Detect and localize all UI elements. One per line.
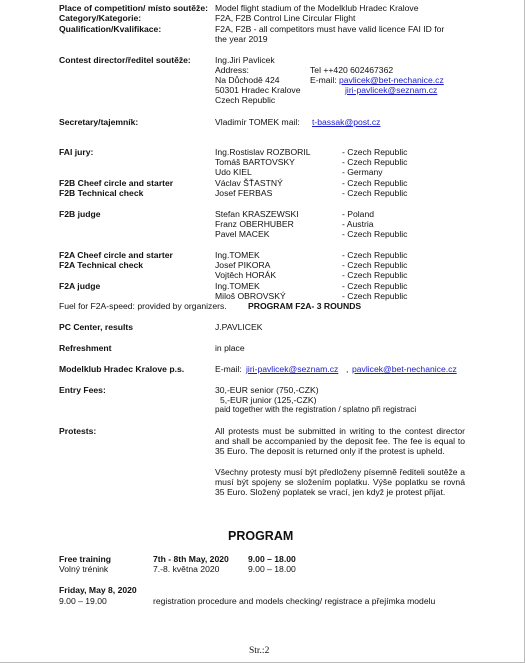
jury-person-country: - Czech Republic xyxy=(342,178,408,188)
director-email-link-2[interactable]: jiri-pavlicek@seznam.cz xyxy=(345,85,438,95)
program-title: PROGRAM xyxy=(228,529,294,543)
f2b-judge-label: F2B judge xyxy=(59,209,101,219)
jury-person-country: - Poland xyxy=(342,209,375,219)
jury-person-name: Vojtěch HORÁK xyxy=(215,270,277,280)
secretary-label: Secretary/tajemník: xyxy=(59,117,139,127)
qualification-value-2: the year 2019 xyxy=(215,34,268,44)
f2a-judge-label: F2A judge xyxy=(59,281,101,291)
secretary-email-link[interactable]: t-bassak@post.cz xyxy=(312,117,381,127)
address-label: Address: xyxy=(215,65,249,75)
fuel-note: Fuel for F2A-speed: provided by organizers. xyxy=(59,301,227,311)
free-training-date: 7th - 8th May, 2020 xyxy=(153,554,229,564)
modelklub-email-link-1[interactable]: jiri-pavlicek@seznam.cz xyxy=(246,364,339,374)
jury-person-country: - Czech Republic xyxy=(342,188,408,198)
fai-jury-label: FAI jury: xyxy=(59,147,94,157)
volny-trenink-date: 7.-8. května 2020 xyxy=(153,564,220,574)
protests-label: Protests: xyxy=(59,426,97,436)
qualification-label: Qualification/Kvalifikace: xyxy=(59,24,162,34)
jury-person-country: - Czech Republic xyxy=(342,281,408,291)
modelklub-email-link-2[interactable]: pavlicek@bet-nechanice.cz xyxy=(352,364,457,374)
fee-note: paid together with the registration / splatno při registraci xyxy=(215,405,417,414)
jury-person-country: - Austria xyxy=(342,219,374,229)
jury-person-country: - Czech Republic xyxy=(342,270,408,280)
program-rounds-note: PROGRAM F2A- 3 ROUNDS xyxy=(248,301,362,311)
category-label: Category/Kategorie: xyxy=(59,13,142,23)
place-value: Model flight stadium of the Modelklub Hradec Kralove xyxy=(215,3,419,13)
jury-person-name: Ing.Rostislav ROZBORIL xyxy=(215,147,311,157)
friday-label: Friday, May 8, 2020 xyxy=(59,585,137,595)
jury-person-name: Stefan KRASZEWSKI xyxy=(215,209,299,219)
friday-description: registration procedure and models checking/ registrace a přejímka modelu xyxy=(153,596,436,606)
free-training-time: 9.00 – 18.00 xyxy=(248,554,296,564)
place-label: Place of competition/ místo soutěže: xyxy=(59,3,208,13)
qualification-value-1: F2A, F2B - all competitors must have valid licence FAI ID for xyxy=(215,24,445,34)
address-line-2: 50301 Hradec Kralove xyxy=(215,85,301,95)
pc-center-value: J.PAVLICEK xyxy=(215,322,263,332)
jury-person-name: Josef FERBAS xyxy=(215,188,273,198)
entry-fees-label: Entry Fees: xyxy=(59,385,106,395)
jury-person-country: - Czech Republic xyxy=(342,157,408,167)
contest-director-name: Ing.Jiri Pavlicek xyxy=(215,55,275,65)
contest-director-label: Contest director/ředitel soutěže: xyxy=(59,55,191,65)
refreshment-value: in place xyxy=(215,343,245,353)
email-separator: , xyxy=(346,364,349,374)
secretary-name: Vladimír TOMEK mail: xyxy=(215,117,300,127)
friday-time: 9.00 – 19.00 xyxy=(59,596,107,606)
jury-person-country: - Czech Republic xyxy=(342,260,408,270)
jury-person-country: - Czech Republic xyxy=(342,250,408,260)
f2a-tech-label: F2A Technical check xyxy=(59,260,144,270)
jury-person-name: Václav ŠŤASTNÝ xyxy=(215,178,283,188)
jury-person-country: - Czech Republic xyxy=(342,291,408,301)
address-line-3: Czech Republic xyxy=(215,95,276,105)
f2a-cheef-label: F2A Cheef circle and starter xyxy=(59,250,173,260)
fee-junior: 5,-EUR junior (125,-CZK) xyxy=(220,395,317,405)
free-training-label: Free training xyxy=(59,554,112,564)
email-label: E-mail: xyxy=(310,75,337,85)
f2b-cheef-label: F2B Cheef circle and starter xyxy=(59,178,174,188)
fee-senior: 30,-EUR senior (750,-CZK) xyxy=(215,385,319,395)
tel-value: Tel ++420 602467362 xyxy=(310,65,394,75)
protests-text-en: All protests must be submitted in writing to the contest director and shall be accompanied by the deposit fee. The fee is equal to 35 Euro. The deposit is returned only if the protest is upheld. xyxy=(215,426,465,456)
pc-center-label: PC Center, results xyxy=(59,322,134,332)
jury-person-name: Pavel MACEK xyxy=(215,229,270,239)
jury-person-name: Udo KIEL xyxy=(215,167,252,177)
protests-text-cz: Všechny protesty musí být předloženy písemně řediteli soutěže a musí být spojeny se složením poplatku. Výše poplatku se rovná 35 Euro. Složený poplatek se vrací, jen když je protest přijat. xyxy=(215,467,465,497)
page-number: Str.:2 xyxy=(249,646,270,656)
jury-person-name: Franz OBERHUBER xyxy=(215,219,294,229)
director-email-link-1[interactable]: pavlicek@bet-nechanice.cz xyxy=(339,75,444,85)
volny-trenink-time: 9.00 – 18.00 xyxy=(248,564,296,574)
jury-person-name: Ing.TOMEK xyxy=(215,281,260,291)
jury-person-country: - Germany xyxy=(342,167,383,177)
jury-person-name: Ing.TOMEK xyxy=(215,250,260,260)
modelklub-label: Modelklub Hradec Kralove p.s. xyxy=(59,364,185,374)
f2b-tech-label: F2B Technical check xyxy=(59,188,144,198)
volny-trenink-label: Volný trénink xyxy=(59,564,109,574)
modelklub-email-label: E-mail: xyxy=(215,364,242,374)
address-line-1: Na Důchodě 424 xyxy=(215,75,280,85)
jury-person-country: - Czech Republic xyxy=(342,229,408,239)
category-value: F2A, F2B Control Line Circular Flight xyxy=(215,13,356,23)
jury-person-country: - Czech Republic xyxy=(342,147,408,157)
jury-person-name: Tomáš BARTOVSKY xyxy=(215,157,295,167)
jury-person-name: Josef PIKORA xyxy=(215,260,271,270)
refreshment-label: Refreshment xyxy=(59,343,112,353)
jury-person-name: Miloš OBROVSKÝ xyxy=(215,291,286,301)
